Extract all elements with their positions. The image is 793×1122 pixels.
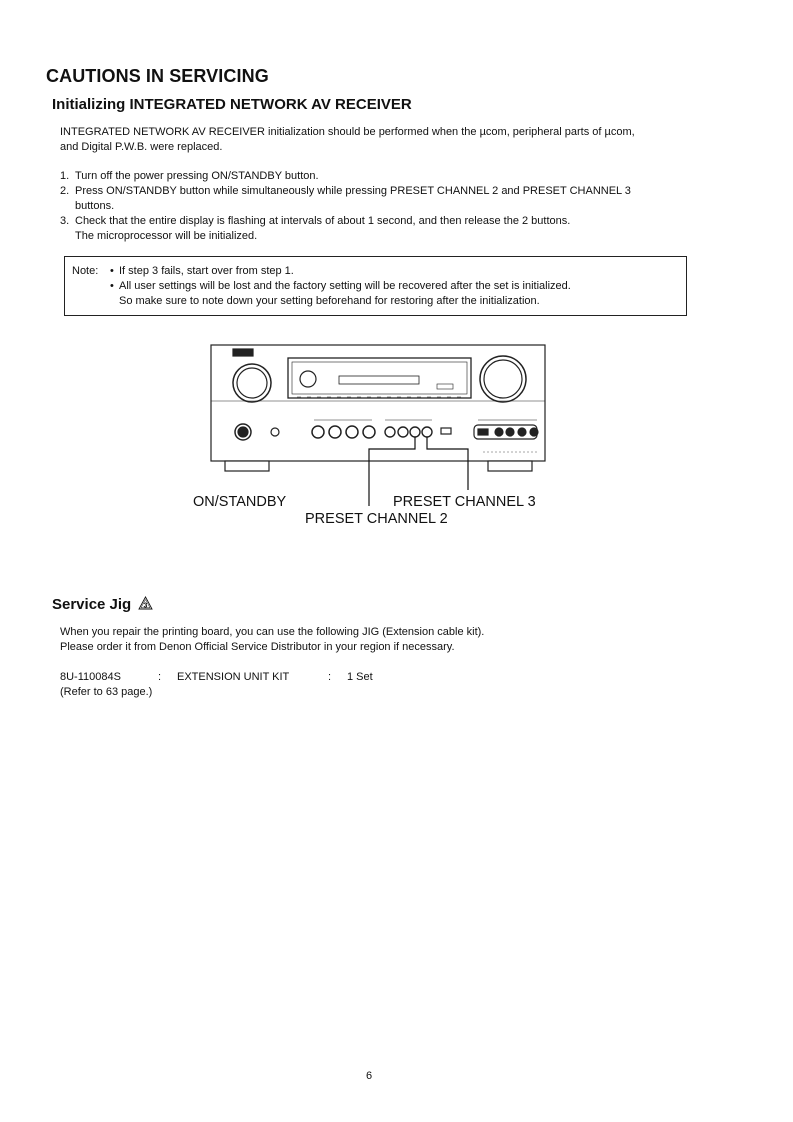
- service-jig-title: Service Jig: [52, 596, 132, 613]
- step-text: Check that the entire display is flashing at intervals of about 1 second, and then release the 2 buttons.: [75, 215, 571, 227]
- intro-line: INTEGRATED NETWORK AV RECEIVER initialization should be performed when the µcom, peripheral parts of µcom,: [60, 126, 635, 138]
- note-label: Note:: [72, 265, 99, 277]
- label-preset-channel-2: PRESET CHANNEL 2: [305, 511, 448, 527]
- jig-part-row: [60, 670, 660, 685]
- page-number: 6: [366, 1070, 373, 1082]
- note-item: All user settings will be lost and the factory setting will be recovered after the set is initialized.: [119, 280, 571, 292]
- part-quantity: 1 Set: [347, 671, 373, 683]
- jig-line: When you repair the printing board, you can use the following JIG (Extension cable kit).: [60, 626, 485, 638]
- step-number: 1.: [60, 170, 70, 182]
- label-preset-channel-3: PRESET CHANNEL 3: [393, 494, 536, 510]
- step-number: 2.: [60, 185, 70, 197]
- note-item-continuation: So make sure to note down your setting beforehand for restoring after the initialization.: [119, 295, 540, 307]
- part-number: 8U-110084S: [60, 671, 121, 683]
- section-heading-service-jig: [52, 596, 153, 613]
- intro-line: and Digital P.W.B. were replaced.: [60, 141, 223, 153]
- step-text: Press ON/STANDBY button while simultaneously while pressing PRESET CHANNEL 2 and PRESET CHANNEL 3: [75, 185, 631, 197]
- receiver-illustration: [211, 345, 545, 471]
- warning-triangle-icon: [138, 596, 153, 610]
- page-title: CAUTIONS IN SERVICING: [46, 66, 269, 86]
- section-heading-initializing: Initializing INTEGRATED NETWORK AV RECEIVER: [52, 96, 412, 113]
- step-text: Turn off the power pressing ON/STANDBY button.: [75, 170, 319, 182]
- step-number: 3.: [60, 215, 70, 227]
- step-text: buttons.: [75, 200, 115, 212]
- bullet: •: [110, 280, 114, 292]
- step-text: The microprocessor will be initialized.: [75, 230, 258, 242]
- colon: :: [158, 671, 162, 683]
- refer-note: (Refer to 63 page.): [60, 686, 153, 698]
- part-name: EXTENSION UNIT KIT: [177, 671, 290, 683]
- colon: :: [328, 671, 332, 683]
- bullet: •: [110, 265, 114, 277]
- label-on-standby: ON/STANDBY: [193, 494, 287, 510]
- service-jig-body: [60, 625, 660, 700]
- note-item: If step 3 fails, start over from step 1.: [119, 265, 294, 277]
- warning-number: 3: [143, 602, 148, 610]
- jig-line: Please order it from Denon Official Service Distributor in your region if necessary.: [60, 641, 455, 653]
